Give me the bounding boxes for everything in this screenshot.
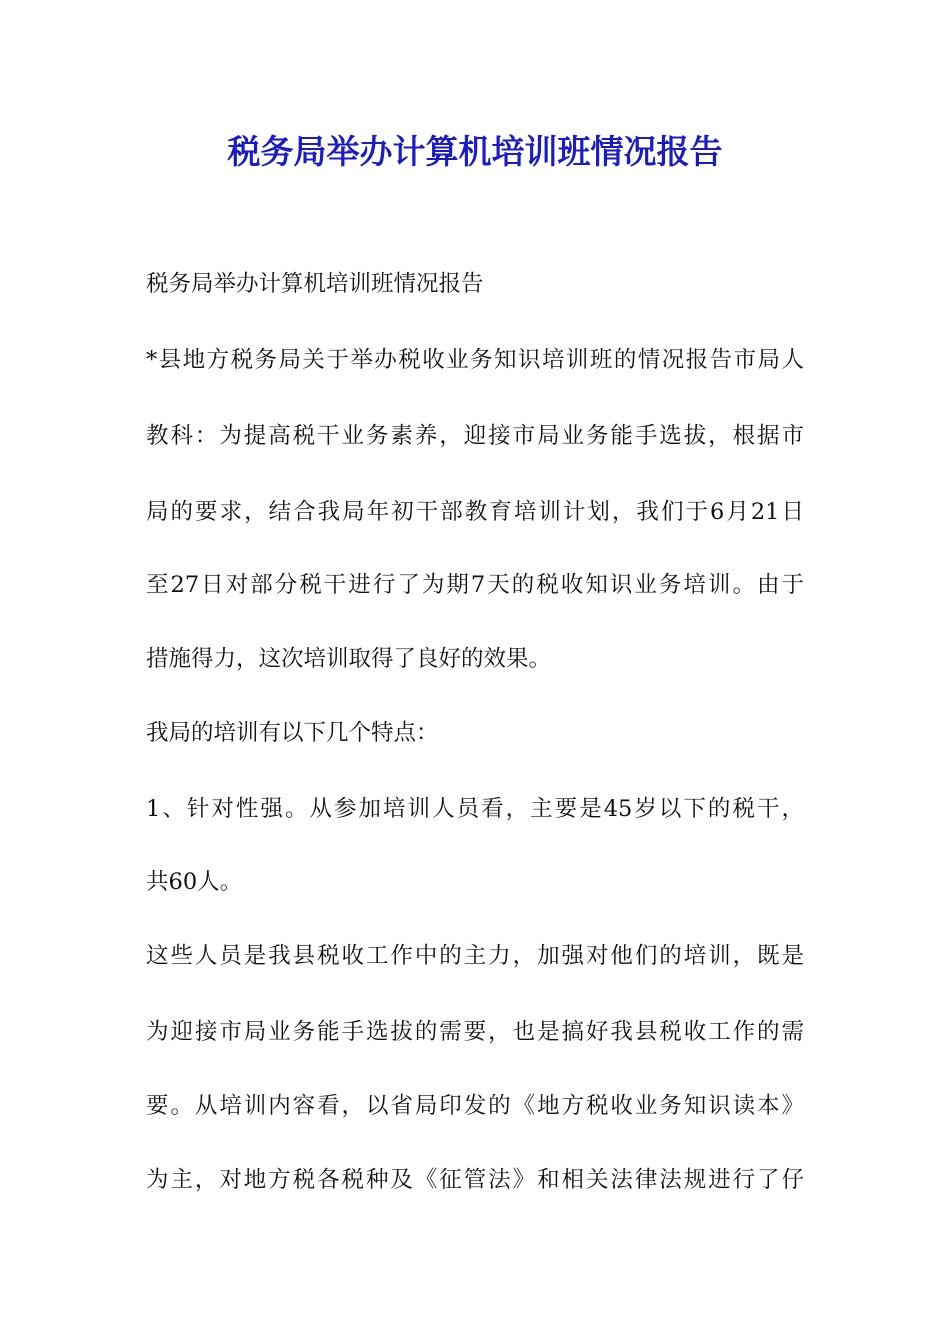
body-line: 教科：为提高税干业务素养，迎接市局业务能手选拔，根据市: [146, 423, 804, 449]
body-line: *县地方税务局关于举办税收业务知识培训班的情况报告市局人: [146, 347, 804, 373]
body-line: 共60人。: [146, 869, 243, 895]
body-line: 局的要求，结合我局年初干部教育培训计划，我们于6月21日: [146, 499, 804, 525]
body-line: 这些人员是我县税收工作中的主力，加强对他们的培训，既是: [146, 943, 804, 969]
body-line: 我局的培训有以下几个特点：: [146, 720, 439, 746]
body-line: 为主，对地方税各税种及《征管法》和相关法律法规进行了仔: [146, 1167, 804, 1193]
body-line: 至27日对部分税干进行了为期7天的税收知识业务培训。由于: [146, 572, 804, 598]
body-line: 措施得力，这次培训取得了良好的效果。: [146, 646, 552, 672]
body-line-subtitle: 税务局举办计算机培训班情况报告: [146, 271, 484, 297]
body-line: 要。从培训内容看，以省局印发的《地方税收业务知识读本》: [146, 1093, 804, 1119]
body-line: 为迎接市局业务能手选拔的需要，也是搞好我县税收工作的需: [146, 1019, 804, 1045]
document-title: 税务局举办计算机培训班情况报告: [227, 132, 723, 171]
body-line: 1、针对性强。从参加培训人员看，主要是45岁以下的税干，: [146, 796, 804, 822]
